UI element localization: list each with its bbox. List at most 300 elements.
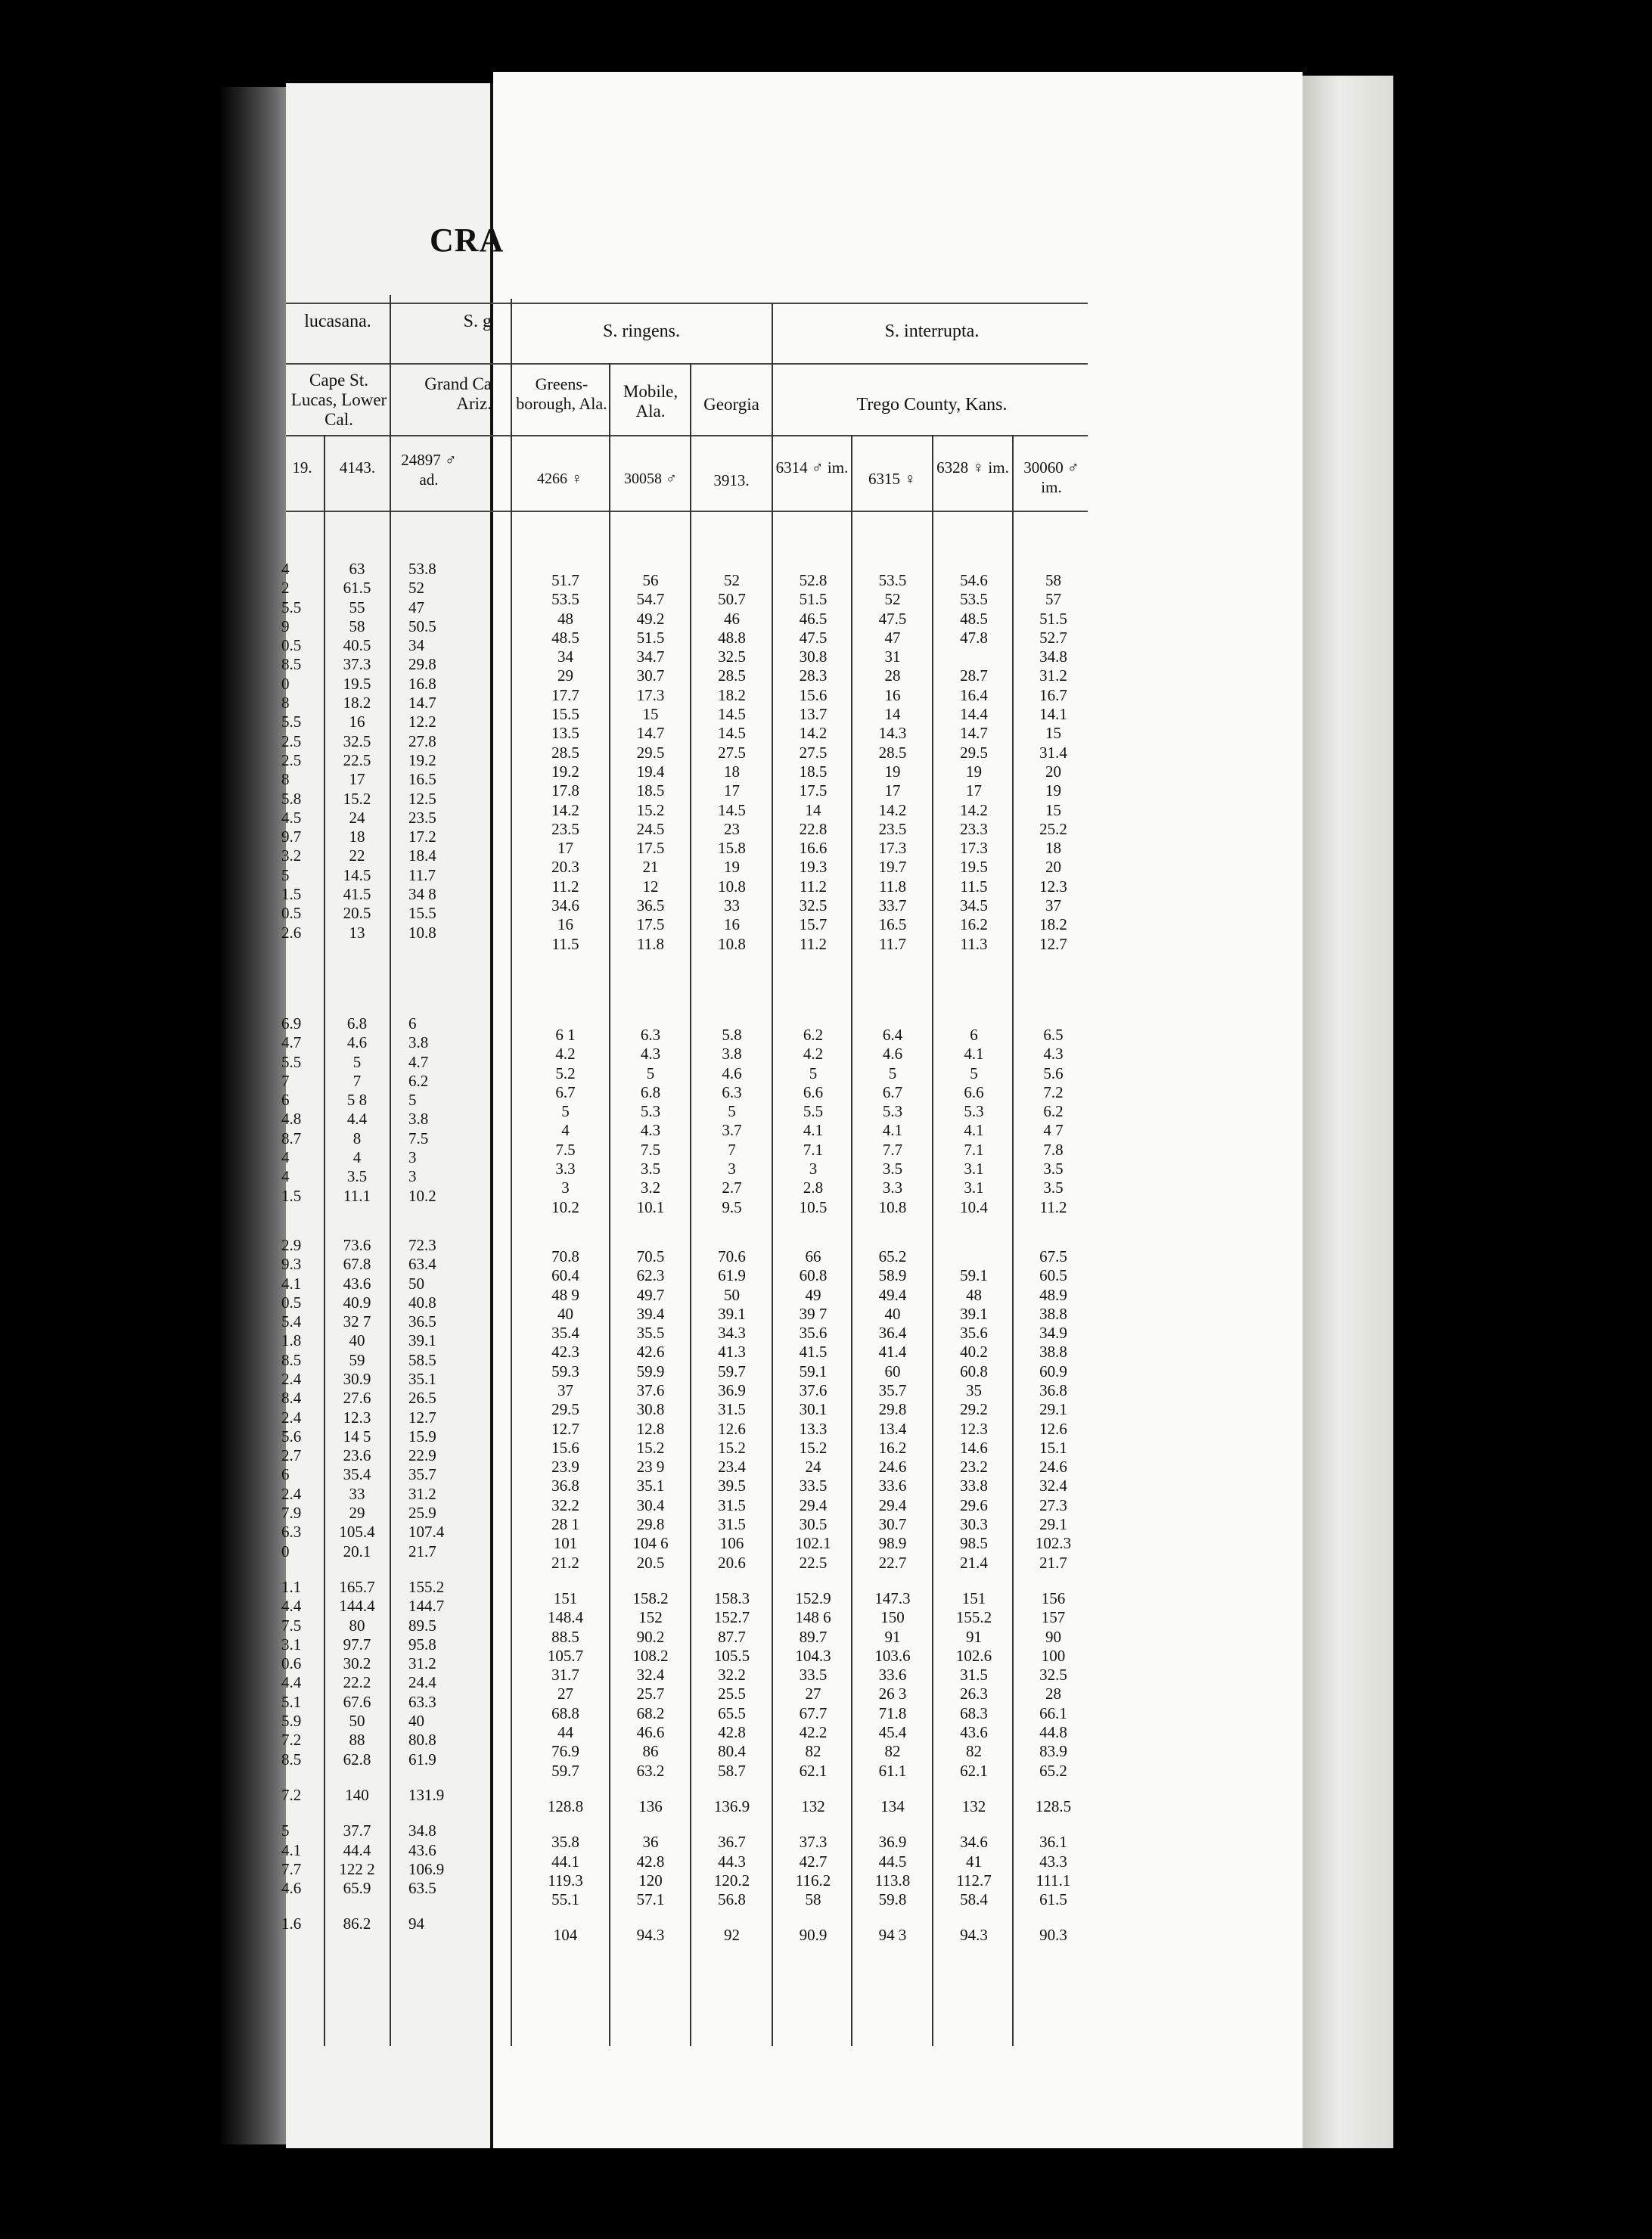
table-cell: 16.8 [408, 674, 436, 693]
table-cell: 14 [805, 800, 821, 819]
table-cell: 6.7 [882, 1082, 903, 1101]
table-cell: 65.2 [878, 1247, 907, 1265]
table-cell: 54.6 [960, 571, 988, 589]
table-cell: 13.3 [799, 1419, 828, 1438]
table-cell: 70.6 [718, 1247, 746, 1265]
table-cell: 8.4 [281, 1389, 302, 1408]
table-cell: 48 [557, 609, 573, 628]
table-cell: 18 [349, 828, 365, 846]
table-cell: 11.2 [800, 934, 827, 953]
table-cell: 104.3 [795, 1646, 831, 1665]
table-cell: 60.8 [960, 1362, 988, 1380]
table-cell: 11.7 [879, 934, 906, 953]
table-cell: 13 [349, 923, 365, 942]
row-group-spacer [408, 1898, 477, 1914]
table-cell: 19.3 [799, 858, 828, 877]
table-cell: 2.9 [281, 1235, 302, 1254]
table-cell: 17.5 [636, 839, 665, 858]
table-cell: 32 7 [343, 1312, 371, 1331]
table-cell: 27 [805, 1685, 821, 1703]
column-rule [932, 435, 933, 2046]
table-cell [938, 1247, 1010, 1266]
data-column [696, 571, 768, 1946]
table-cell: 33 [724, 896, 740, 915]
book-gutter [219, 87, 287, 2144]
table-cell: 23.6 [343, 1446, 371, 1465]
table-cell: 30.8 [636, 1400, 665, 1419]
table-cell: 29.8 [408, 655, 436, 674]
row-group-spacer [938, 954, 1010, 1026]
table-cell: 36 [642, 1833, 659, 1852]
table-cell: 7.5 [640, 1140, 661, 1159]
table-cell: 33 [349, 1484, 365, 1503]
table-cell: 12.7 [408, 1408, 436, 1427]
table-cell: 4.1 [803, 1121, 824, 1140]
table-cell: 36.8 [1039, 1380, 1067, 1399]
table-cell: 50.7 [718, 590, 746, 609]
table-cell: 53.5 [551, 590, 579, 609]
table-cell: 7.9 [281, 1504, 302, 1523]
table-cell: 56.8 [718, 1890, 746, 1909]
data-column [327, 560, 387, 1934]
table-cell: 52.8 [799, 571, 828, 589]
table-cell: 4.4 [346, 1110, 368, 1129]
table-cell: 14.1 [1039, 705, 1067, 724]
table-cell: 7 [728, 1140, 736, 1159]
table-cell: 37.6 [636, 1380, 665, 1399]
table-cell: 13.4 [878, 1419, 907, 1438]
table-cell: 20.5 [343, 904, 371, 923]
table-cell: 4.6 [882, 1045, 903, 1064]
table-cell: 12.2 [408, 713, 436, 731]
table-cell: 6 1 [555, 1025, 576, 1044]
locality-header: Greens-borough, Ala. [516, 374, 607, 413]
table-cell: 34.6 [551, 896, 579, 915]
table-cell: 38.8 [1039, 1343, 1067, 1362]
table-cell: 5.3 [640, 1102, 661, 1121]
table-cell: 8.5 [281, 655, 302, 674]
table-cell: 21.4 [960, 1553, 988, 1572]
specimen-header: 6314 ♂ im. [775, 458, 849, 477]
table-cell: 19.7 [878, 858, 907, 877]
table-cell: 31.5 [718, 1400, 746, 1419]
table-cell: 34.8 [1039, 647, 1067, 666]
table-cell: 4.5 [281, 808, 302, 827]
table-cell: 82 [805, 1742, 821, 1761]
table-cell: 23.2 [960, 1458, 988, 1477]
table-cell: 9 [281, 616, 290, 635]
table-cell: 24.5 [636, 819, 665, 838]
table-cell: 15.9 [408, 1427, 436, 1446]
table-cell: 26 3 [878, 1685, 907, 1703]
table-cell: 15.2 [343, 789, 371, 808]
table-cell: 16.5 [878, 915, 907, 934]
table-cell: 39.4 [636, 1304, 665, 1323]
table-cell: 37.3 [343, 655, 371, 674]
table-cell: 23.5 [551, 819, 579, 838]
locality-header: Georgia [703, 395, 759, 414]
table-cell: 23.5 [878, 819, 907, 838]
table-cell: 14.6 [960, 1438, 988, 1457]
table-cell: 106.9 [408, 1859, 445, 1878]
table-cell: 3.8 [722, 1045, 742, 1064]
table-cell: 4.1 [281, 1274, 302, 1293]
table-cell: 27.5 [718, 743, 746, 762]
table-cell: 34.9 [1039, 1324, 1067, 1343]
table-cell: 10.8 [718, 934, 746, 953]
table-cell: 15 [1045, 724, 1061, 743]
table-cell: 40.5 [343, 636, 371, 655]
table-cell: 23.5 [408, 808, 436, 827]
table-cell: 44.5 [878, 1852, 907, 1871]
table-cell: 3.1 [964, 1160, 984, 1179]
row-group-spacer [327, 1805, 387, 1821]
table-cell: 35.8 [551, 1833, 579, 1852]
table-cell: 3.2 [281, 846, 302, 865]
table-cell: 37 [1045, 896, 1061, 915]
table-cell: 34.5 [960, 896, 988, 915]
table-cell: 4 [281, 1167, 290, 1186]
table-cell: 2.7 [722, 1179, 742, 1197]
table-cell: 11.8 [637, 934, 664, 953]
table-cell: 31.5 [718, 1495, 746, 1514]
table-cell: 7.7 [882, 1140, 903, 1159]
table-cell: 44.4 [343, 1840, 371, 1859]
specimen-header: 30060 ♂ im. [1023, 458, 1079, 496]
table-cell: 17 [884, 781, 901, 800]
table-cell: 86 [642, 1742, 659, 1761]
table-cell: 34.3 [718, 1324, 746, 1343]
table-cell: 12.3 [960, 1419, 988, 1438]
table-cell: 48 [966, 1285, 982, 1304]
table-cell: 30.7 [878, 1515, 907, 1534]
row-group-spacer [408, 1206, 477, 1236]
table-cell: 25.7 [636, 1685, 665, 1703]
table-cell: 62.1 [960, 1761, 988, 1780]
table-cell: 28.5 [878, 743, 907, 762]
row-group-spacer [779, 954, 847, 1026]
table-cell: 7.2 [1043, 1082, 1064, 1101]
table-cell: 43.6 [343, 1274, 371, 1293]
table-cell: 87.7 [718, 1627, 746, 1646]
table-cell: 42.6 [636, 1343, 665, 1362]
table-cell: 107.4 [408, 1523, 445, 1542]
table-cell: 33.8 [960, 1477, 988, 1495]
table-cell: 27.3 [1039, 1495, 1067, 1514]
table-cell: 144.4 [339, 1597, 375, 1616]
table-cell: 22.8 [799, 819, 828, 838]
table-cell: 16.5 [408, 770, 436, 789]
table-cell: 59.8 [878, 1890, 907, 1909]
table-cell: 5.1 [281, 1692, 302, 1711]
table-cell: 65.9 [343, 1879, 371, 1898]
table-cell: 20.3 [551, 858, 579, 877]
table-cell: 17.8 [551, 781, 579, 800]
row-group-spacer [696, 1781, 768, 1797]
table-cell: 36.5 [408, 1312, 436, 1331]
table-cell: 7.5 [555, 1140, 576, 1159]
table-cell: 15.5 [551, 705, 579, 724]
table-cell: 5.9 [281, 1712, 302, 1731]
table-cell: 5.5 [803, 1102, 824, 1121]
table-cell: 28.7 [960, 666, 988, 685]
table-cell: 35.4 [551, 1324, 579, 1343]
table-cell: 19 [884, 762, 901, 781]
table-cell: 2.4 [281, 1484, 302, 1503]
table-cell: 5 [561, 1102, 570, 1121]
table-cell: 108.2 [632, 1646, 669, 1665]
table-cell: 14.2 [799, 724, 828, 743]
row-group-spacer [616, 1573, 685, 1589]
table-cell: 22.9 [408, 1446, 436, 1465]
table-cell: 0 [281, 674, 290, 693]
table-cell: 5.3 [882, 1102, 903, 1121]
table-cell: 42.7 [799, 1852, 828, 1871]
table-cell: 23.4 [718, 1458, 746, 1477]
table-cell: 59.1 [799, 1362, 828, 1380]
table-cell: 16.4 [960, 685, 988, 704]
table-cell: 49 [805, 1285, 821, 1304]
table-cell: 30.5 [799, 1515, 828, 1534]
table-cell: 58 [805, 1890, 821, 1909]
table-cell: 9.7 [281, 828, 302, 846]
table-cell: 12.7 [1039, 934, 1067, 953]
table-cell: 21.2 [551, 1553, 579, 1572]
table-cell: 6.8 [640, 1082, 661, 1101]
table-cell: 34.7 [636, 647, 665, 666]
table-cell: 10.2 [551, 1197, 579, 1216]
table-cell: 152 [638, 1608, 663, 1627]
table-cell: 27.6 [343, 1389, 371, 1408]
table-cell: 10.2 [408, 1186, 436, 1205]
table-cell: 3.5 [1043, 1179, 1064, 1197]
table-cell: 144.7 [408, 1597, 445, 1616]
table-cell: 105.7 [547, 1646, 584, 1665]
table-cell: 62.8 [343, 1750, 371, 1769]
row-group-spacer [408, 1769, 477, 1786]
table-cell: 51.5 [1039, 609, 1067, 628]
table-cell: 14.2 [551, 800, 579, 819]
table-cell: 13.7 [799, 705, 828, 724]
table-cell: 15.2 [718, 1438, 746, 1457]
table-cell: 52 [884, 590, 901, 609]
table-cell: 46.6 [636, 1723, 665, 1742]
table-cell: 3 [728, 1160, 736, 1179]
table-cell: 35.6 [960, 1324, 988, 1343]
table-cell: 19.5 [343, 674, 371, 693]
table-cell: 49.4 [878, 1285, 907, 1304]
table-cell: 134 [880, 1796, 905, 1815]
table-cell: 88.5 [551, 1627, 579, 1646]
table-cell: 47.8 [960, 628, 988, 647]
table-cell: 6.2 [803, 1025, 824, 1044]
table-cell: 5 8 [346, 1091, 368, 1110]
row-group-spacer [779, 1573, 847, 1589]
table-cell: 3.3 [555, 1160, 576, 1179]
table-cell: 67.7 [799, 1703, 828, 1722]
row-group-spacer [859, 1816, 927, 1833]
table-cell: 92 [724, 1926, 740, 1945]
table-cell: 80 [349, 1616, 365, 1635]
table-cell: 73.6 [343, 1235, 371, 1254]
table-cell: 6.8 [346, 1014, 368, 1033]
table-cell: 0 [281, 1542, 290, 1560]
table-cell: 102.1 [795, 1534, 831, 1553]
table-cell: 104 [553, 1926, 578, 1945]
table-cell: 113.8 [874, 1871, 911, 1890]
table-cell: 27.8 [408, 731, 436, 750]
table-cell: 3 [809, 1160, 818, 1179]
specimen-header: 3913. [713, 471, 750, 489]
table-cell: 5 [809, 1064, 818, 1082]
table-cell: 51.5 [636, 628, 665, 647]
table-cell: 19 [966, 762, 982, 781]
table-cell: 16.2 [878, 1438, 907, 1457]
table-cell: 11.2 [800, 877, 827, 896]
table-cell: 54.7 [636, 590, 665, 609]
table-cell: 7.1 [964, 1140, 984, 1159]
table-cell: 23.9 [551, 1458, 579, 1477]
table-cell: 112.7 [956, 1871, 992, 1890]
table-cell: 6.3 [722, 1082, 742, 1101]
table-cell: 15.5 [408, 904, 436, 923]
table-cell: 17 [724, 781, 740, 800]
table-cell: 33.6 [878, 1477, 907, 1495]
table-cell: 90.3 [1039, 1926, 1067, 1945]
table-cell [938, 647, 1010, 666]
table-cell: 7.2 [281, 1785, 302, 1804]
data-column [616, 571, 685, 1946]
table-cell: 3.2 [640, 1179, 661, 1197]
table-cell: 32.4 [1039, 1477, 1067, 1495]
table-cell: 5.8 [281, 789, 302, 808]
table-cell: 8 [352, 1129, 362, 1147]
table-cell: 8.7 [281, 1129, 302, 1147]
table-cell: 7 [281, 1071, 290, 1090]
table-cell: 19 [724, 858, 740, 877]
table-cell: 41.5 [343, 885, 371, 904]
table-cell: 32.4 [636, 1666, 665, 1685]
row-group-spacer [779, 1816, 847, 1833]
table-cell: 6.5 [1043, 1025, 1064, 1044]
table-cell: 57 [1045, 590, 1061, 609]
table-cell: 29.8 [878, 1400, 907, 1419]
table-cell: 19 [1045, 781, 1061, 800]
table-cell: 35.5 [636, 1324, 665, 1343]
table-cell: 59.3 [551, 1362, 579, 1380]
table-cell: 28 1 [551, 1515, 579, 1534]
table-cell: 3.7 [722, 1121, 742, 1140]
table-cell: 22.2 [343, 1673, 371, 1692]
table-cell: 58.7 [718, 1761, 746, 1780]
table-cell: 23.3 [960, 819, 988, 838]
table-cell: 58 [1045, 571, 1061, 589]
species-header: S. ringens. [603, 321, 680, 341]
table-cell: 63 [349, 560, 365, 578]
table-cell: 89.7 [799, 1627, 828, 1646]
table-cell: 5.5 [281, 713, 302, 731]
data-column [779, 571, 847, 1946]
table-cell: 3.1 [281, 1635, 302, 1654]
row-group-spacer [938, 1573, 1010, 1589]
row-group-spacer [529, 1573, 601, 1589]
table-cell: 4.3 [640, 1121, 661, 1140]
table-cell: 9.5 [722, 1197, 742, 1216]
table-cell: 158.2 [632, 1588, 669, 1607]
table-cell: 45.4 [878, 1723, 907, 1742]
table-cell: 1.6 [281, 1914, 302, 1933]
row-group-spacer [696, 1816, 768, 1833]
table-cell: 29.6 [960, 1495, 988, 1514]
specimen-header: 6315 ♀ [868, 470, 916, 488]
table-cell: 66 [805, 1247, 821, 1265]
table-cell: 8.5 [281, 1350, 302, 1369]
table-cell: 95.8 [408, 1635, 436, 1654]
table-cell: 12.5 [408, 789, 436, 808]
row-group-spacer [281, 1206, 319, 1236]
table-cell: 111.1 [1036, 1871, 1071, 1890]
table-cell: 4 [281, 560, 290, 578]
table-cell: 46.5 [799, 609, 828, 628]
table-cell: 12.6 [718, 1419, 746, 1438]
row-group-spacer [1017, 954, 1089, 1026]
species-header: lucasana. [304, 312, 371, 331]
data-column [281, 560, 319, 1934]
table-cell: 36.5 [636, 896, 665, 915]
table-cell: 4.4 [281, 1597, 302, 1616]
row-group-spacer [327, 1561, 387, 1578]
table-cell: 105.4 [339, 1523, 375, 1542]
table-cell: 3 [561, 1179, 570, 1197]
table-cell: 136 [638, 1796, 663, 1815]
table-cell: 119.3 [548, 1871, 583, 1890]
table-cell: 5 [281, 1821, 290, 1840]
table-cell: 4.1 [964, 1121, 984, 1140]
table-cell: 5 [408, 1091, 417, 1110]
table-cell: 31.5 [718, 1515, 746, 1534]
table-cell: 44 [557, 1723, 573, 1742]
table-cell: 4 7 [1043, 1121, 1064, 1140]
table-cell: 28 [1045, 1685, 1061, 1703]
table-cell: 157 [1041, 1608, 1066, 1627]
table-cell: 3.1 [964, 1179, 984, 1197]
table-cell: 14.5 [718, 705, 746, 724]
table-cell: 15 [1045, 800, 1061, 819]
column-rule [511, 299, 512, 2046]
table-cell: 30.4 [636, 1495, 665, 1514]
table-cell: 15.1 [1039, 1438, 1067, 1457]
table-cell: 128.8 [547, 1796, 584, 1815]
table-cell: 7.1 [803, 1140, 824, 1159]
table-cell: 10.8 [878, 1197, 907, 1216]
table-cell: 34 8 [408, 885, 436, 904]
table-cell: 41.4 [878, 1343, 907, 1362]
table-cell: 37.3 [799, 1833, 828, 1852]
table-cell: 100 [1041, 1646, 1066, 1665]
specimen-header: 19. [292, 458, 312, 477]
table-cell: 22.7 [878, 1553, 907, 1572]
table-cell: 104 6 [632, 1534, 669, 1553]
data-column [938, 571, 1010, 1946]
table-cell: 29.5 [551, 1400, 579, 1419]
table-cell: 83.9 [1039, 1742, 1067, 1761]
table-cell: 42.2 [799, 1723, 828, 1742]
table-cell: 25.9 [408, 1504, 436, 1523]
table-cell: 17.5 [636, 915, 665, 934]
header-rule-specimen [286, 511, 1088, 512]
table-cell: 18.2 [718, 685, 746, 704]
header-rule-species [286, 363, 1088, 365]
